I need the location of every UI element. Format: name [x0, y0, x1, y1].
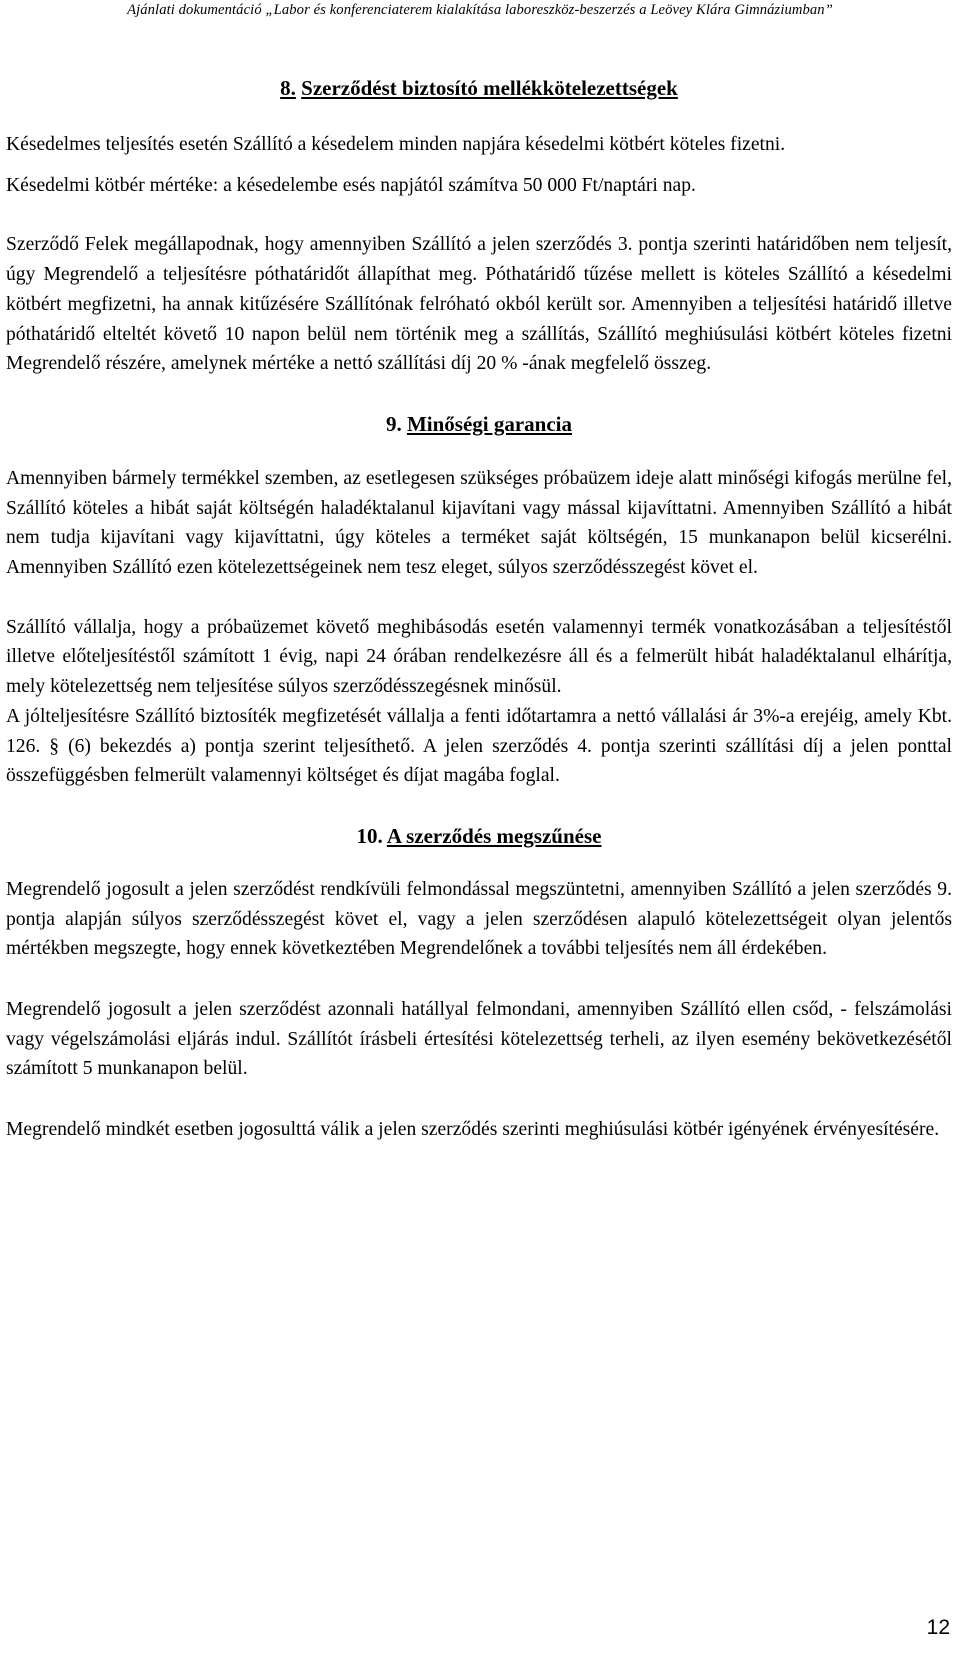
- page-number: 12: [926, 1616, 950, 1639]
- section-8-paragraph-2: Késedelmi kötbér mértéke: a késedelembe esés napjától számítva 50 000 Ft/naptári nap.: [6, 174, 696, 196]
- section-8-paragraph-3: Szerződő Felek megállapodnak, hogy amennyiben Szállító a jelen szerződés 3. pontja szerinti határidőben nem teljesít, úgy Megrendelő a teljesítésre póthatáridőt állapíthat meg. Póthatáridő tűzése mellett is köteles Szállító a késedelmi kötbért megfizetni, ha annak kitűzésére Szállítónak felróható okból került sor. Amennyiben a teljesítési határidő illetve póthatáridő elteltét követő 10 napon belül nem történik meg a szállítás, Szállító meghiúsulási kötbért köteles fizetni Megrendelő részére, amelynek mértéke a nettó szállítási díj 20 % -ának megfelelő összeg.: [6, 234, 952, 375]
- page-header: Ajánlati dokumentáció „Labor és konferenciaterem kialakítása laboreszköz-beszerzés a Leövey Klára Gimnáziumban”: [127, 2, 833, 18]
- section-8-paragraph-1: Késedelmes teljesítés esetén Szállító a késedelem minden napjára késedelmi kötbért köteles fizetni.: [6, 134, 786, 155]
- section-8-heading: [6, 74, 952, 102]
- document-body: [6, 74, 952, 1145]
- section-10-paragraph-3: Megrendelő mindkét esetben jogosulttá válik a jelen szerződés szerinti meghiúsulási kötbér igényének érvényesítésére.: [6, 1119, 940, 1141]
- section-9-heading: [6, 410, 952, 438]
- section-10-title: A szerződés megszűnése: [386, 823, 602, 848]
- section-9-paragraph-2: Szállító vállalja, hogy a próbaüzemet követő meghibásodás esetén valamennyi termék vonatkozásában a teljesítéstől illetve előteljesítéstől számított 1 évig, napi 24 órában rendelkezésre áll és a felmerült hibát haladéktalanul elhárítja, mely kötelezettség nem teljesítése súlyos szerződésszegésnek minősül.: [6, 616, 952, 698]
- section-9-number: 9.: [385, 411, 402, 436]
- section-8-title: Szerződést biztosító mellékkötelezettségek: [301, 76, 678, 100]
- section-9-title: Minőségi garancia: [406, 411, 573, 436]
- section-10-number: 10.: [356, 823, 383, 848]
- section-10-heading: [6, 822, 952, 850]
- section-8-number: 8.: [280, 76, 296, 100]
- section-10-paragraph-2: Megrendelő jogosult a jelen szerződést azonnali hatállyal felmondani, amennyiben Szállító ellen csőd, - felszámolási vagy végelszámolási eljárás indul. Szállítót írásbeli értesítési kötelezettség terheli, az ilyen esemény bekövetkezésétől számított 5 munkanapon belül.: [6, 999, 952, 1080]
- section-10-paragraph-1: Megrendelő jogosult a jelen szerződést rendkívüli felmondással megszüntetni, amennyiben Szállító a jelen szerződés 9. pontja alapján súlyos szerződésszegést követ el, vagy a jelen szerződésen alapuló kötelezettségeit olyan jelentős mértékben megszegte, hogy ennek következtében Megrendelőnek a további teljesítés nem áll érdekében.: [6, 878, 952, 960]
- section-9-paragraph-3: A jólteljesítésre Szállító biztosíték megfizetését vállalja a fenti időtartamra a nettó vállalási ár 3%-a erejéig, amely Kbt. 126. § (6) bekezdés a) pontja szerint teljesíthető. A jelen szerződés 4. pontja szerinti szállítási díj a jelen ponttal összefüggésben felmerült valamennyi költséget és díjat magába foglal.: [6, 705, 952, 787]
- section-9-paragraph-1: Amennyiben bármely termékkel szemben, az esetlegesen szükséges próbaüzem ideje alatt minőségi kifogás merülne fel, Szállító köteles a hibát saját költségén haladéktalanul kijavítani vagy mással kijavíttatni. Amennyiben Szállító a hibát nem tudja kijavítani vagy kijavíttatni, úgy köteles a terméket saját költségén, 15 munkanapon belül kicserélni. Amennyiben Szállító ezen kötelezettségeinek nem tesz eleget, súlyos szerződésszegést követ el.: [6, 467, 952, 579]
